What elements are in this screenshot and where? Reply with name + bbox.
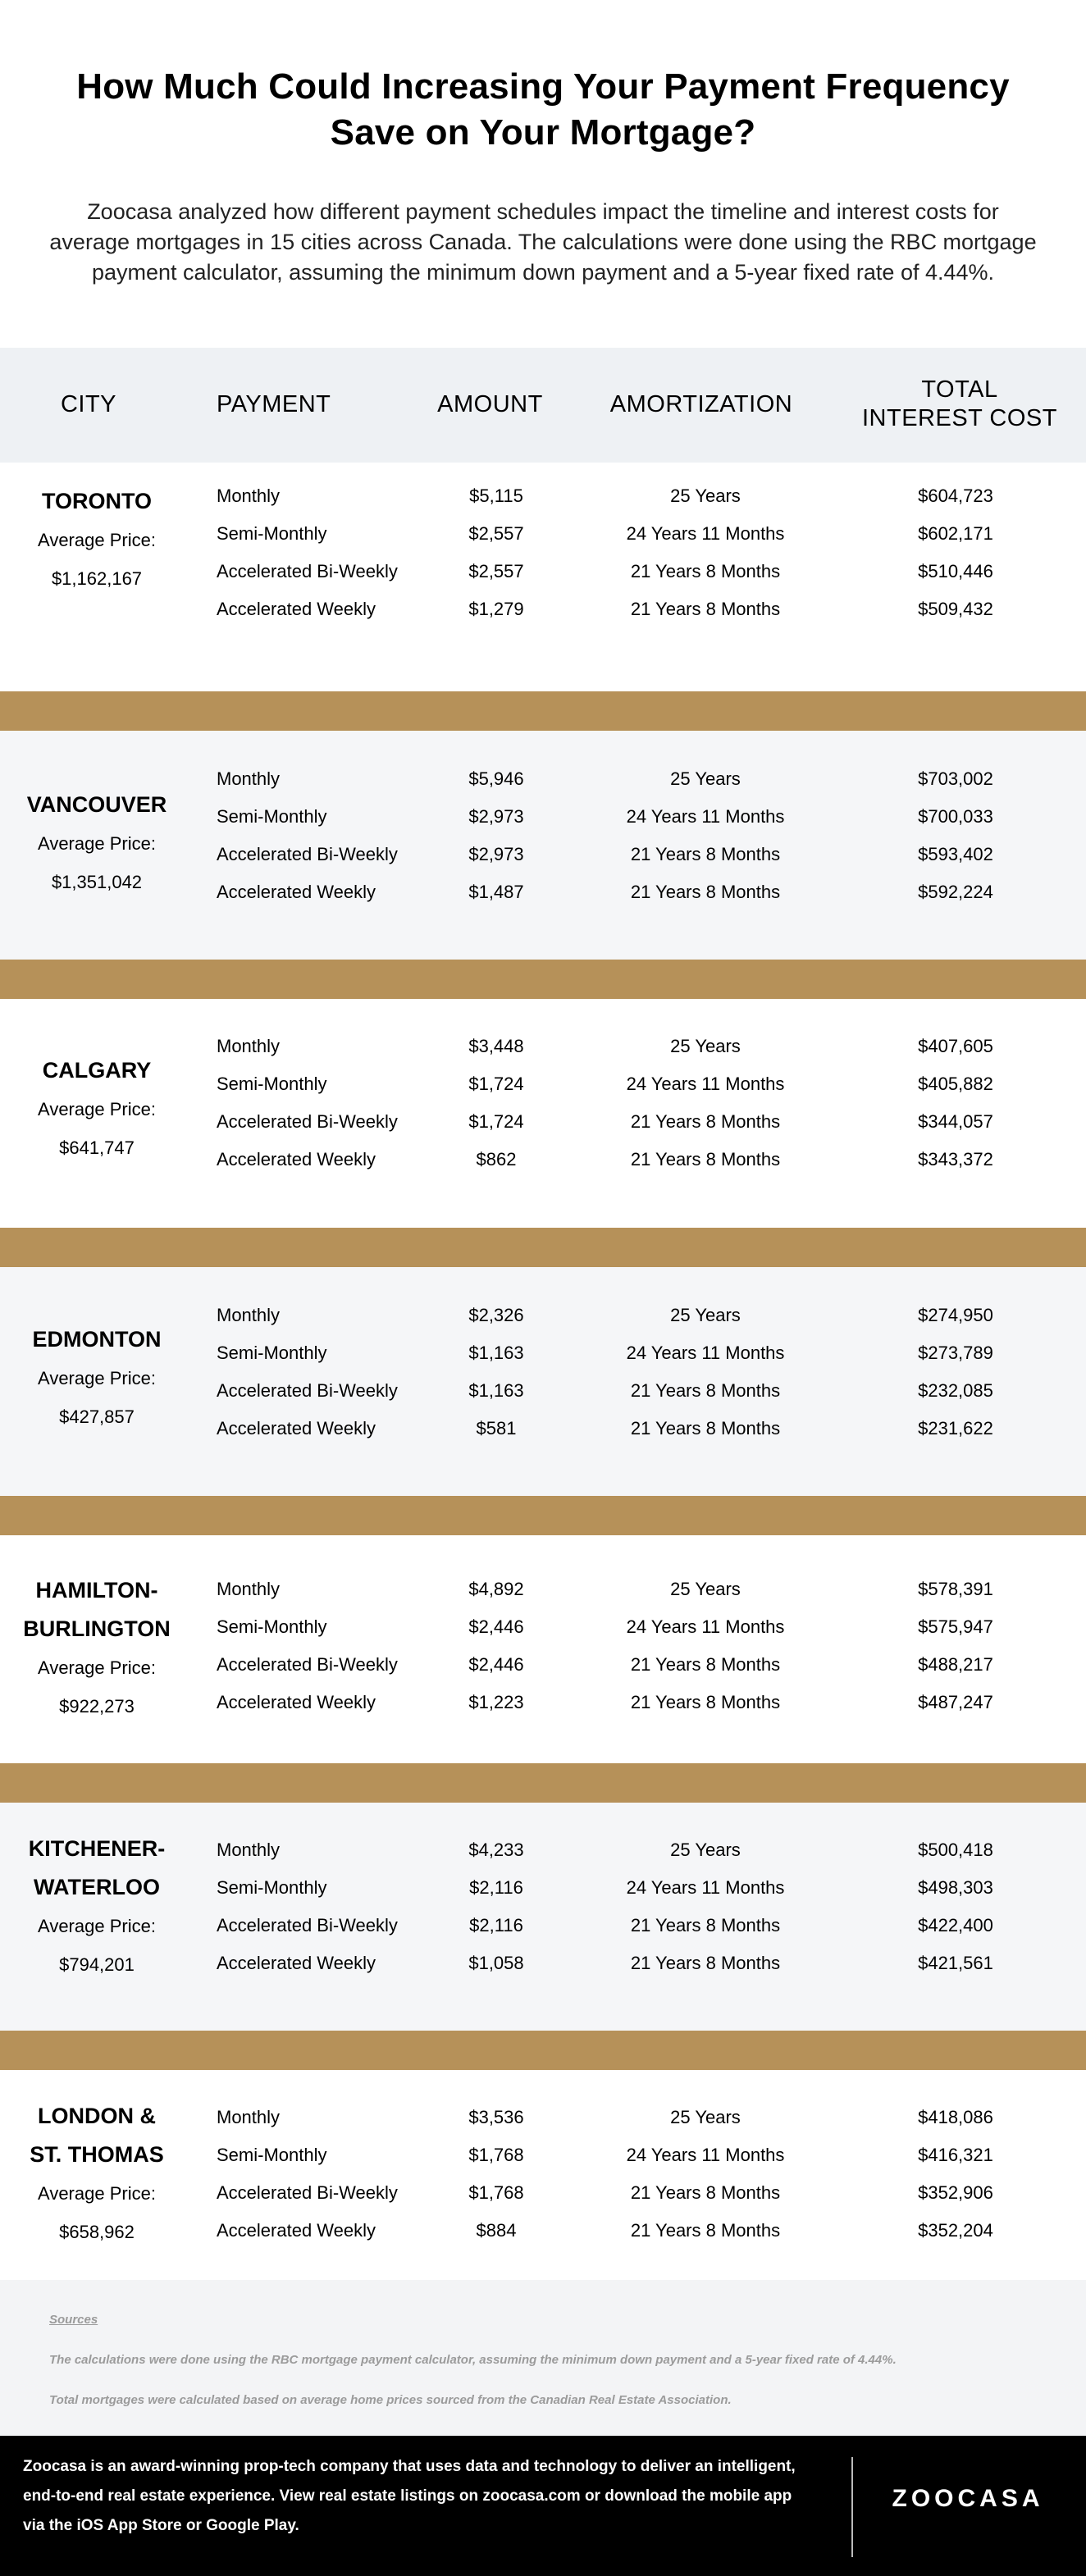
payment-type: Semi-Monthly (217, 1074, 327, 1094)
payment-type: Accelerated Weekly (217, 1149, 376, 1169)
interest-cost: $488,217 (918, 1654, 993, 1675)
interest-cost: $592,224 (918, 882, 993, 902)
payment-amount: $5,115 (469, 486, 523, 506)
section-divider (0, 1228, 1086, 1267)
col-city: CITY (60, 391, 117, 417)
payment-type: Accelerated Weekly (217, 1418, 376, 1438)
footer-line-2: end-to-end real estate experience. View real estate listings on zoocasa.com or download the mobile app (23, 2487, 792, 2505)
table-row (0, 1372, 1086, 1410)
amortization: 21 Years 8 Months (630, 1692, 781, 1712)
amortization: 24 Years 11 Months (626, 2145, 785, 2165)
footer-text (23, 2452, 851, 2541)
average-price: $658,962 (59, 2222, 135, 2242)
average-price: $1,162,167 (51, 568, 143, 589)
city-name: EDMONTON (32, 1327, 162, 1352)
price-label: Average Price: (38, 530, 156, 550)
average-price: $641,747 (59, 1138, 135, 1158)
payment-type: Accelerated Weekly (217, 882, 376, 902)
table-row (0, 1945, 1086, 1982)
table-row (0, 2136, 1086, 2174)
payment-type: Accelerated Bi-Weekly (217, 1380, 398, 1401)
payment-type: Semi-Monthly (217, 1616, 327, 1637)
payment-amount: $2,973 (468, 806, 524, 827)
payment-type: Accelerated Bi-Weekly (217, 1915, 398, 1935)
city-name-line-2: ST. THOMAS (30, 2142, 164, 2167)
amortization: 21 Years 8 Months (630, 1953, 781, 1973)
payment-type: Monthly (217, 768, 281, 789)
amortization: 21 Years 8 Months (630, 561, 781, 581)
section-divider (0, 691, 1086, 731)
average-price: $1,351,042 (51, 872, 143, 892)
table-row (0, 1410, 1086, 1448)
table-row (0, 1103, 1086, 1141)
city-name: CALGARY (42, 1058, 152, 1083)
payment-amount: $2,116 (469, 1877, 523, 1898)
table-row (0, 1141, 1086, 1179)
payment-amount: $5,946 (468, 768, 524, 789)
table-row (0, 1646, 1086, 1684)
payment-type: Monthly (217, 2107, 281, 2127)
col-interest-line-2: INTEREST COST (862, 405, 1057, 431)
amortization: 21 Years 8 Months (630, 599, 781, 619)
city-name-line-2: WATERLOO (34, 1875, 160, 1899)
payment-amount: $1,768 (468, 2182, 524, 2203)
amortization: 24 Years 11 Months (626, 1343, 785, 1363)
amortization: 24 Years 11 Months (626, 523, 785, 544)
payment-type: Semi-Monthly (217, 1343, 327, 1363)
page-title (0, 64, 1086, 156)
title-line-1: How Much Could Increasing Your Payment Frequency (76, 66, 1010, 107)
table-row (0, 2174, 1086, 2212)
payment-amount: $1,223 (468, 1692, 524, 1712)
city-block (0, 2070, 1086, 2280)
table-row (0, 1065, 1086, 1103)
footer-divider (851, 2457, 853, 2557)
city-name: VANCOUVER (26, 792, 167, 817)
interest-cost: $500,418 (918, 1840, 993, 1860)
table-row (0, 1869, 1086, 1907)
city-name: HAMILTON- (35, 1578, 158, 1603)
amortization: 25 Years (670, 486, 741, 506)
amortization: 24 Years 11 Months (626, 1074, 785, 1094)
col-amortization: AMORTIZATION (609, 391, 793, 417)
interest-cost: $421,561 (918, 1953, 993, 1973)
city-name-line-2: BURLINGTON (23, 1616, 171, 1641)
section-divider (0, 2031, 1086, 2070)
section-divider (0, 1496, 1086, 1535)
amortization: 21 Years 8 Months (630, 1380, 781, 1401)
interest-cost: $700,033 (918, 806, 993, 827)
city-name: KITCHENER- (28, 1836, 166, 1861)
amortization: 24 Years 11 Months (626, 806, 785, 827)
interest-cost: $703,002 (918, 768, 993, 789)
table-row (0, 1334, 1086, 1372)
amortization: 21 Years 8 Months (630, 882, 781, 902)
amortization: 25 Years (670, 2107, 741, 2127)
price-label: Average Price: (38, 1099, 156, 1119)
average-price: $922,273 (59, 1696, 135, 1717)
payment-amount: $1,279 (468, 599, 524, 619)
col-interest (853, 376, 1066, 433)
interest-cost: $274,950 (918, 1305, 993, 1325)
payment-amount: $2,973 (468, 844, 524, 864)
amortization: 25 Years (670, 1305, 741, 1325)
col-payment: PAYMENT (217, 391, 331, 417)
amortization: 25 Years (670, 768, 741, 789)
average-price: $794,201 (59, 1954, 135, 1975)
table-row (0, 1028, 1086, 1065)
table-row (0, 2212, 1086, 2250)
footer-line-1: Zoocasa is an award-winning prop-tech company that uses data and technology to deliver an intelligent, (23, 2458, 796, 2475)
interest-cost: $593,402 (918, 844, 993, 864)
sources-note-2: Total mortgages were calculated based on average home prices sourced from the Canadian Real Estate Association. (49, 2393, 732, 2407)
interest-cost: $407,605 (918, 1036, 993, 1056)
interest-cost: $232,085 (918, 1380, 993, 1401)
payment-amount: $2,116 (469, 1915, 523, 1935)
interest-cost: $343,372 (918, 1149, 993, 1169)
amortization: 21 Years 8 Months (630, 1915, 781, 1935)
table-row (0, 1684, 1086, 1721)
table-row (0, 1571, 1086, 1608)
payment-type: Accelerated Bi-Weekly (217, 1654, 398, 1675)
interest-cost: $602,171 (918, 523, 993, 544)
subtitle-line-2: average mortgages in 15 cities across Canada. The calculations were done using the RBC mortgage (49, 230, 1037, 254)
interest-cost: $422,400 (918, 1915, 993, 1935)
payment-type: Semi-Monthly (217, 806, 327, 827)
payment-amount: $2,326 (468, 1305, 524, 1325)
payment-amount: $884 (476, 2220, 517, 2241)
payment-amount: $4,233 (468, 1840, 524, 1860)
table-row (0, 590, 1086, 628)
price-label: Average Price: (38, 2183, 156, 2204)
average-price: $427,857 (59, 1407, 135, 1427)
interest-cost: $405,882 (918, 1074, 993, 1094)
amortization: 21 Years 8 Months (630, 1418, 781, 1438)
interest-cost: $575,947 (918, 1616, 993, 1637)
city-block (0, 731, 1086, 960)
payment-type: Accelerated Weekly (217, 599, 376, 619)
city-block (0, 1267, 1086, 1496)
interest-cost: $509,432 (918, 599, 993, 619)
payment-amount: $1,058 (468, 1953, 524, 1973)
price-label: Average Price: (38, 833, 156, 854)
price-label: Average Price: (38, 1368, 156, 1388)
city-block (0, 1803, 1086, 2031)
col-amount: AMOUNT (437, 391, 543, 417)
table-row (0, 1608, 1086, 1646)
payment-type: Semi-Monthly (217, 2145, 327, 2165)
footer (0, 2436, 1086, 2576)
payment-amount: $1,768 (468, 2145, 524, 2165)
table-row (0, 873, 1086, 911)
payment-type: Accelerated Weekly (217, 1953, 376, 1973)
city-name: TORONTO (41, 489, 152, 513)
payment-amount: $2,557 (468, 561, 524, 581)
payment-type: Monthly (217, 1840, 281, 1860)
payment-amount: $2,446 (468, 1616, 524, 1637)
table-row (0, 553, 1086, 590)
table-row (0, 1831, 1086, 1869)
sources-note-1: The calculations were done using the RBC mortgage payment calculator, assuming the minimum down payment and a 5-year fixed rate of 4.44%. (49, 2353, 897, 2367)
payment-amount: $1,163 (468, 1343, 524, 1363)
payment-type: Accelerated Bi-Weekly (217, 1111, 398, 1132)
amortization: 24 Years 11 Months (626, 1616, 785, 1637)
page-subtitle (20, 197, 1066, 288)
interest-cost: $487,247 (918, 1692, 993, 1712)
city-name: LONDON & (38, 2104, 156, 2128)
title-line-2: Save on Your Mortgage? (330, 112, 756, 153)
table-row (0, 760, 1086, 798)
amortization: 21 Years 8 Months (630, 2182, 781, 2203)
column-header-band (0, 348, 1086, 463)
amortization: 21 Years 8 Months (630, 1654, 781, 1675)
page-header (0, 0, 1086, 348)
payment-type: Accelerated Weekly (217, 1692, 376, 1712)
table-row (0, 798, 1086, 836)
payment-type: Semi-Monthly (217, 1877, 327, 1898)
city-block (0, 1535, 1086, 1763)
amortization: 21 Years 8 Months (630, 1149, 781, 1169)
interest-cost: $352,906 (918, 2182, 993, 2203)
interest-cost: $578,391 (918, 1579, 993, 1599)
payment-amount: $1,724 (468, 1074, 524, 1094)
payment-amount: $2,557 (468, 523, 524, 544)
payment-type: Semi-Monthly (217, 523, 327, 544)
payment-amount: $581 (476, 1418, 517, 1438)
payment-type: Monthly (217, 1036, 281, 1056)
payment-amount: $3,448 (468, 1036, 524, 1056)
payment-type: Accelerated Weekly (217, 2220, 376, 2241)
section-divider (0, 1763, 1086, 1803)
sources-heading: Sources (49, 2313, 98, 2327)
city-block (0, 463, 1086, 691)
payment-type: Monthly (217, 1305, 281, 1325)
col-interest-line-1: TOTAL (921, 376, 998, 403)
payment-type: Accelerated Bi-Weekly (217, 561, 398, 581)
footer-line-3: via the iOS App Store or Google Play. (23, 2517, 299, 2534)
interest-cost: $273,789 (918, 1343, 993, 1363)
payment-amount: $2,446 (468, 1654, 524, 1675)
section-divider (0, 960, 1086, 999)
payment-amount: $3,536 (468, 2107, 524, 2127)
city-block (0, 999, 1086, 1228)
interest-cost: $231,622 (918, 1418, 993, 1438)
sources-section (0, 2280, 1086, 2436)
interest-cost: $416,321 (918, 2145, 993, 2165)
table-row (0, 1297, 1086, 1334)
payment-amount: $4,892 (468, 1579, 524, 1599)
interest-cost: $418,086 (918, 2107, 993, 2127)
amortization: 21 Years 8 Months (630, 844, 781, 864)
interest-cost: $604,723 (918, 486, 993, 506)
interest-cost: $498,303 (918, 1877, 993, 1898)
amortization: 25 Years (670, 1840, 741, 1860)
payment-amount: $862 (476, 1149, 517, 1169)
table-row (0, 1907, 1086, 1945)
payment-type: Monthly (217, 1579, 281, 1599)
amortization: 25 Years (670, 1579, 741, 1599)
subtitle-line-1: Zoocasa analyzed how different payment schedules impact the timeline and interest costs for (87, 199, 999, 224)
interest-cost: $344,057 (918, 1111, 993, 1132)
payment-type: Accelerated Bi-Weekly (217, 844, 398, 864)
table-row (0, 2099, 1086, 2136)
table-row (0, 515, 1086, 553)
price-label: Average Price: (38, 1916, 156, 1936)
table-row (0, 836, 1086, 873)
payment-amount: $1,724 (468, 1111, 524, 1132)
payment-type: Accelerated Bi-Weekly (217, 2182, 398, 2203)
amortization: 24 Years 11 Months (626, 1877, 785, 1898)
subtitle-line-3: payment calculator, assuming the minimum down payment and a 5-year fixed rate of 4.44%. (91, 260, 995, 285)
amortization: 21 Years 8 Months (630, 2220, 781, 2241)
interest-cost: $352,204 (918, 2220, 993, 2241)
zoocasa-logo: ZOOCASA (892, 2485, 1044, 2512)
payment-amount: $1,163 (468, 1380, 524, 1401)
amortization: 25 Years (670, 1036, 741, 1056)
payment-amount: $1,487 (468, 882, 524, 902)
table-row (0, 477, 1086, 515)
price-label: Average Price: (38, 1657, 156, 1678)
payment-type: Monthly (217, 486, 281, 506)
interest-cost: $510,446 (918, 561, 993, 581)
amortization: 21 Years 8 Months (630, 1111, 781, 1132)
